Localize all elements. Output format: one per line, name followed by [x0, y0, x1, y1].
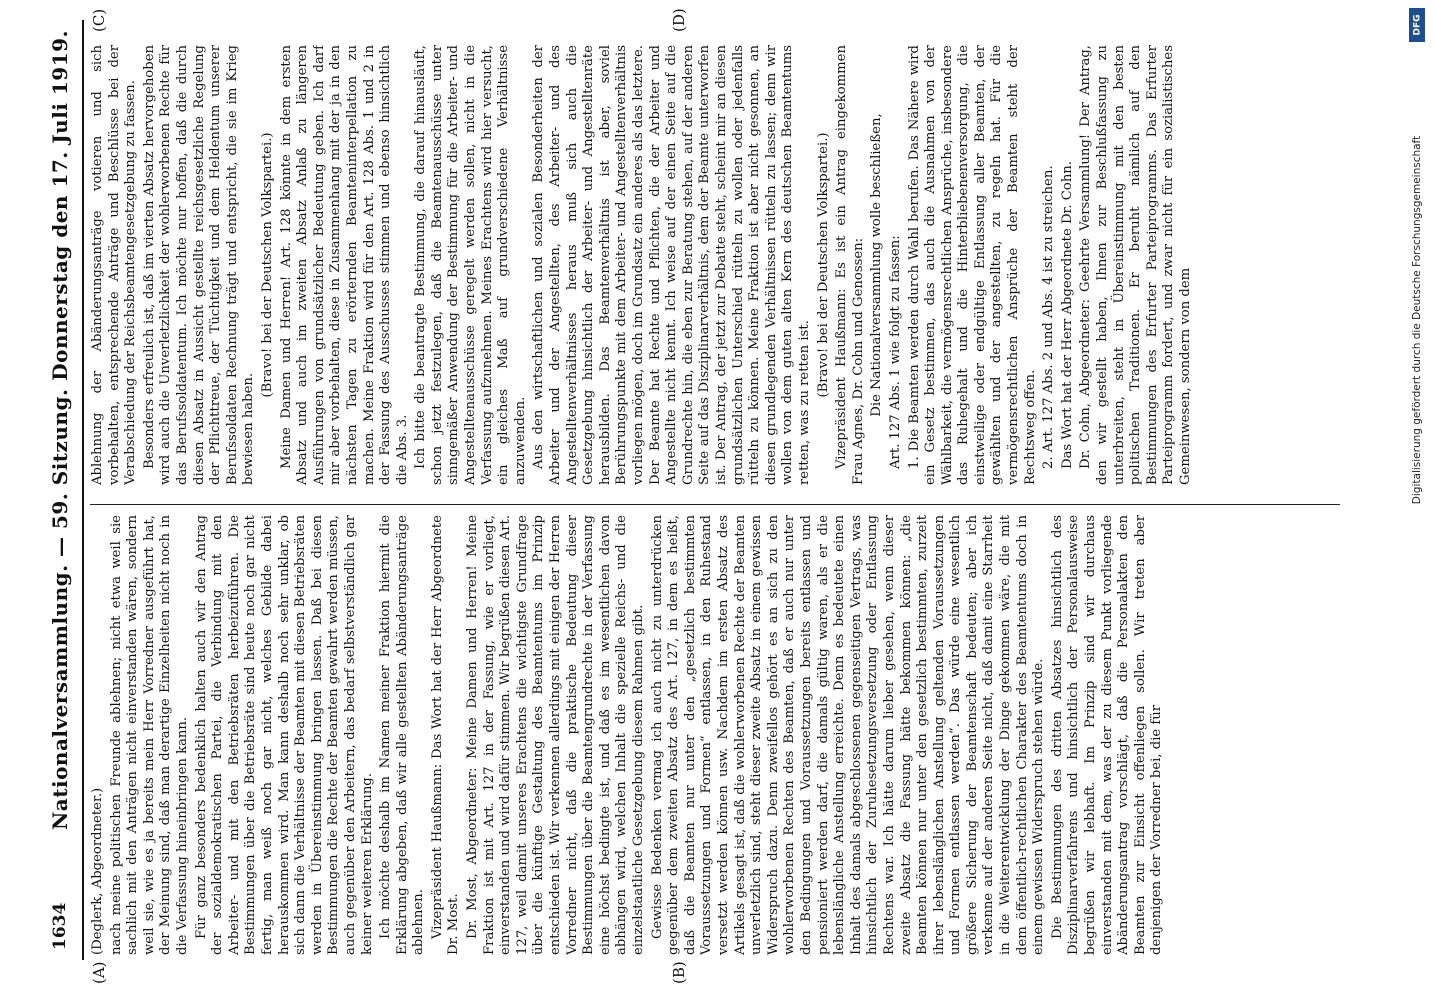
margin-marker-d: (D)	[670, 8, 688, 32]
margin-marker-a: (A)	[90, 961, 108, 984]
paragraph: Dr. Cohn, Abgeordneter: Geehrte Versammlung! Der Antrag, den wir gestellt haben, Ihnen zur Beschlußfassung zu unterbreiten, steht in Übereinstimmung mit den besten politischen Traditionen. Er beruht nämlich auf den Bestimmungen des Erfurter Parteiprogramms. Das Erfurter Parteiprogramm fordert, und zwar nicht für ein sozialistisches Gemeinwesen, sondern von dem	[1078, 45, 1193, 485]
paragraph: Dr. Most, Abgeordneter: Meine Damen und Herren! Meine Fraktion ist mit Art. 127 in der Fassung, wie er vorliegt, einverstanden und wird dafür stimmen. Wir begrüßen diesen Art. 127, weil damit unseres Erachtens die wichtigste Grundfrage über die künftige Gestaltung des Beamtentums im Prinzip entschieden ist. Wir verkennen allerdings mit einigen der Herren Vorredner nicht, daß die praktische Bedeutung dieser Bestimmungen über die Beamtengrundrechte in der Verfassung eine höchst bedingte ist, und daß es im wesentlichen davon abhängen wird, welchen Inhalt die spezielle Reichs- und die einzelstaatliche Gesetzgebung diesem Rahmen gibt.	[465, 515, 646, 955]
paragraph: Vizepräsident Haußmann: Das Wort hat der Herr Abgeordnete Dr. Most.	[429, 515, 462, 955]
left-column	[90, 515, 1330, 955]
motion-item: 1. Die Beamten werden durch Wahl berufen. Das Nähere wird ein Gesetz bestimmen, das auch die Ausnahmen von der Wählbarkeit, die vermögensrechtlichen Ansprüche, insbesondere das Ruhegehalt und die Hinterbliebenenversorgung, die einstweilige oder endgültige Entlassung aller Beamten, der gewählten und der angestellten, zu regeln hat. Für die vermögensrechtlichen Ansprüche der Beamten steht der Rechtsweg offen.	[906, 45, 1038, 485]
paragraph: Die Bestimmungen des dritten Absatzes hinsichtlich des Disziplinarverfahrens und hinsichtlich der Personalausweise begrüßen wir lebhaft. Im Prinzip sind wir durchaus einverstanden mit dem, was der zu diesem Punkt vorliegende Abänderungsantrag vorschlägt, daß die Personalakten den Beamten zur Einsicht offenliegen sollen. Wir treten aber denjenigen der Vorredner bei, die für	[1049, 515, 1165, 955]
motion-item: 2. Art. 127 Abs. 2 und Abs. 4 ist zu streichen.	[1041, 165, 1057, 469]
applause-note: (Bravo! bei der Deutschen Volkspartei.)	[259, 132, 275, 398]
digitization-text: Digitalisierung gefördert durch die Deutsche Forschungsgemeinschaft	[1411, 135, 1423, 505]
paragraph: Ich bitte die beantragte Bestimmung, die darauf hinausläuft, schon jetzt festzulegen, daß die Beamtenausschüsse unter sinngemäßer Anwendung der Bestimmung für die Arbeiter- und Angestelltenausschüsse geregelt werden sollen, nicht in die Verfassung aufzunehmen. Meines Erachtens wird hier versucht, ein gleiches Maß auf grundverschiedene Verhältnisse anzuwenden.	[413, 45, 528, 485]
session-date: Donnerstag den 17. Juli 1919.	[48, 30, 72, 381]
paragraph: Gewisse Bedenken vermag ich auch nicht zu unterdrücken gegenüber dem zweiten Absatz des Art. 127, in dem es heißt, daß die Beamten nur unter den „gesetzlich bestimmten Voraussetzungen und Formen“ entlassen, in den Ruhestand versetzt werden können usw. Nachdem im ersten Absatz des Artikels gesagt ist, daß die wohlerworbenen Rechte der Beamten unverletzlich sind, steht dieser zweite Absatz in einem gewissen Widerspruch dazu. Denn zweifellos gehört es an sich zu den wohlerworbenen Rechten des Beamten, daß er auch nur unter den Bedingungen und Voraussetzungen bereits entlassen und pensioniert werden darf, die damals gültig waren, als er die lebenslängliche Anstellung erreichte. Denn es bedeutete einen Inhalt des damals abgeschlossenen gegenseitigen Vertrags, was hinsichtlich der Zuruhesetzungsversetzung oder Entlassung Rechtens war. Ich hätte darum lieber gesehen, wenn dieser zweite Absatz die Fassung hätte bekommen können: „die Beamten können nur unter den gesetzlich bestimmten, zurzeit ihrer lebenslänglichen Anstellung geltenden Voraussetzungen und Formen entlassen werden“. Das würde eine wesentlich größere Sicherung der Beamtenschaft bedeuten; aber ich verkenne auf der anderen Seite nicht, daß damit eine Starrheit in die Weiterentwicklung der Dinge gekommen wäre, die mit dem öffentlich-rechtlichen Charakter des Beamtentums doch in einem gewissen Widerspruch stehen würde.	[649, 515, 1047, 955]
paragraph: Art. 127 Abs. 1 wie folgt zu fassen:	[887, 235, 903, 469]
dfg-logo-text: DFG	[1412, 14, 1423, 36]
paragraph: Vizepräsident Haußmann: Es ist ein Antrag eingekommen Frau Agnes, Dr. Cohn und Genossen:	[834, 45, 866, 485]
paragraph: Ablehnung der Abänderungsanträge votieren und sich vorbehalten, entsprechende Anträge und Beschlüsse bei der Verabschiedung der Reichsbeamtengesetzgebung zu fassen.	[90, 45, 139, 485]
paragraph: Meine Damen und Herren! Art. 128 könnte in dem ersten Absatz und auch im zweiten Absatz Anlaß zu längeren Ausführungen von grundsätzlicher Bedeutung geben. Ich darf mir aber vorbehalten, diese in Zusammenhang mit der ja in den nächsten Tagen zu erörternden Beamteninterpellation zu machen. Meine Fraktion wird für den Art. 128 Abs. 1 und 2 in der Fassung des Ausschusses stimmen und ebenso hinsichtlich die Abs. 3.	[278, 45, 410, 485]
paragraph: nach meine politischen Freunde ablehnen; nicht etwa weil sie sachlich mit den Anträgen nicht einverstanden wären, sondern weil sie, wie es ja bereits mein Herr Vorredner ausgeführt hat, der Meinung sind, daß man derartige Einzelheiten nicht noch in die Verfassung hineinbringen kann.	[108, 515, 190, 955]
running-title: Nationalversammlung. — 59. Sitzung.	[48, 388, 72, 830]
paragraph: Ich möchte deshalb im Namen meiner Fraktion hiermit die Erklärung abgeben, daß wir alle gestellten Abänderungsanträge ablehnen.	[378, 515, 427, 955]
paragraph: Für ganz besonders bedenklich halten auch wir den Antrag der sozialdemokratischen Partei, die Verbindung mit den Arbeiter- und mit den Betriebsräten herbeizuführen. Die Bestimmungen über die Betriebsräte sind heute noch gar nicht fertig, man weiß noch gar nicht, welches Gebilde dabei herauskommen wird. Man kann deshalb noch sehr unklar, ob sich dann die Verhältnisse der Beamten mit diesen Betriebsräten werden in Übereinstimmung bringen lassen. Daß bei diesen Bestimmungen die Rechte der Beamten gewahrt werden müssen, auch gegenüber den Arbeitern, das bedarf selbstverständlich gar keiner weiteren Erklärung.	[193, 515, 375, 955]
margin-marker-c: (C)	[90, 8, 108, 32]
paragraph: Das Wort hat der Herr Abgeordnete Dr. Cohn.	[1059, 161, 1075, 469]
page-header	[42, 20, 84, 960]
applause-note: (Bravo! bei der Deutschen Volkspartei.)	[815, 132, 831, 398]
paragraph: Besonders erfreulich ist, daß im vierten Absatz hervorgehoben wird auch die Unverletzlichkeit der wohlerworbenen Rechte für das Berufssoldatentum. Ich möchte nur hoffen, daß die durch diesen Absatz in Aussicht gestellte reichsgesetzliche Regelung der Pflichttreue, der Tüchtigkeit und dem Heldentum unserer Berufssoldaten Rechnung trägt und entspricht, die sie im Krieg bewiesen haben.	[141, 45, 257, 485]
column-divider	[90, 504, 1340, 505]
motion-intro: Die Nationalversammlung wolle beschließen,	[869, 113, 885, 417]
margin-marker-b: (B)	[670, 961, 688, 984]
digitization-notice	[1402, 0, 1432, 1000]
right-column	[90, 45, 1330, 485]
dfg-logo	[1409, 8, 1425, 42]
paragraph: Aus den wirtschaftlichen und sozialen Besonderheiten der Arbeiter und der Angestellten, des Arbeiter- und des Angestelltenverhältnisses heraus muß sich auch die Gesetzgebung hinsichtlich der Arbeiter- und Angestelltenräte herausbilden. Das Beamtenverhältnis ist aber, soviel Berührungspunkte mit dem Arbeiter- und Angestelltenverhältnis vorliegen mögen, doch im Grundsatz ein anderes als das letztere. Der Beamte hat Rechte und Pflichten, die der Arbeiter und Angestellte nicht kennt. Ich weise auf der einen Seite auf die Grundrechte hin, die eben zur Beratung stehen, auf der anderen Seite auf das Disziplinarverhältnis, dem der Beamte unterworfen ist. Der Antrag, der jetzt zur Debatte steht, scheint mir an diesen grundsätzlichen Unterschied rütteln zu wollen oder jedenfalls rütteln zu können. Meine Fraktion ist aber nicht gesonnen, an diesen grundlegenden Verhältnissen rütteln zu lassen; denn wir wollen von dem guten alten Kern des deutschen Beamtentums retten, was zu retten ist.	[531, 45, 812, 485]
page-number: 1634	[50, 902, 70, 950]
speaker-tag: (Deglerk, Abgeordneter.)	[90, 787, 105, 955]
